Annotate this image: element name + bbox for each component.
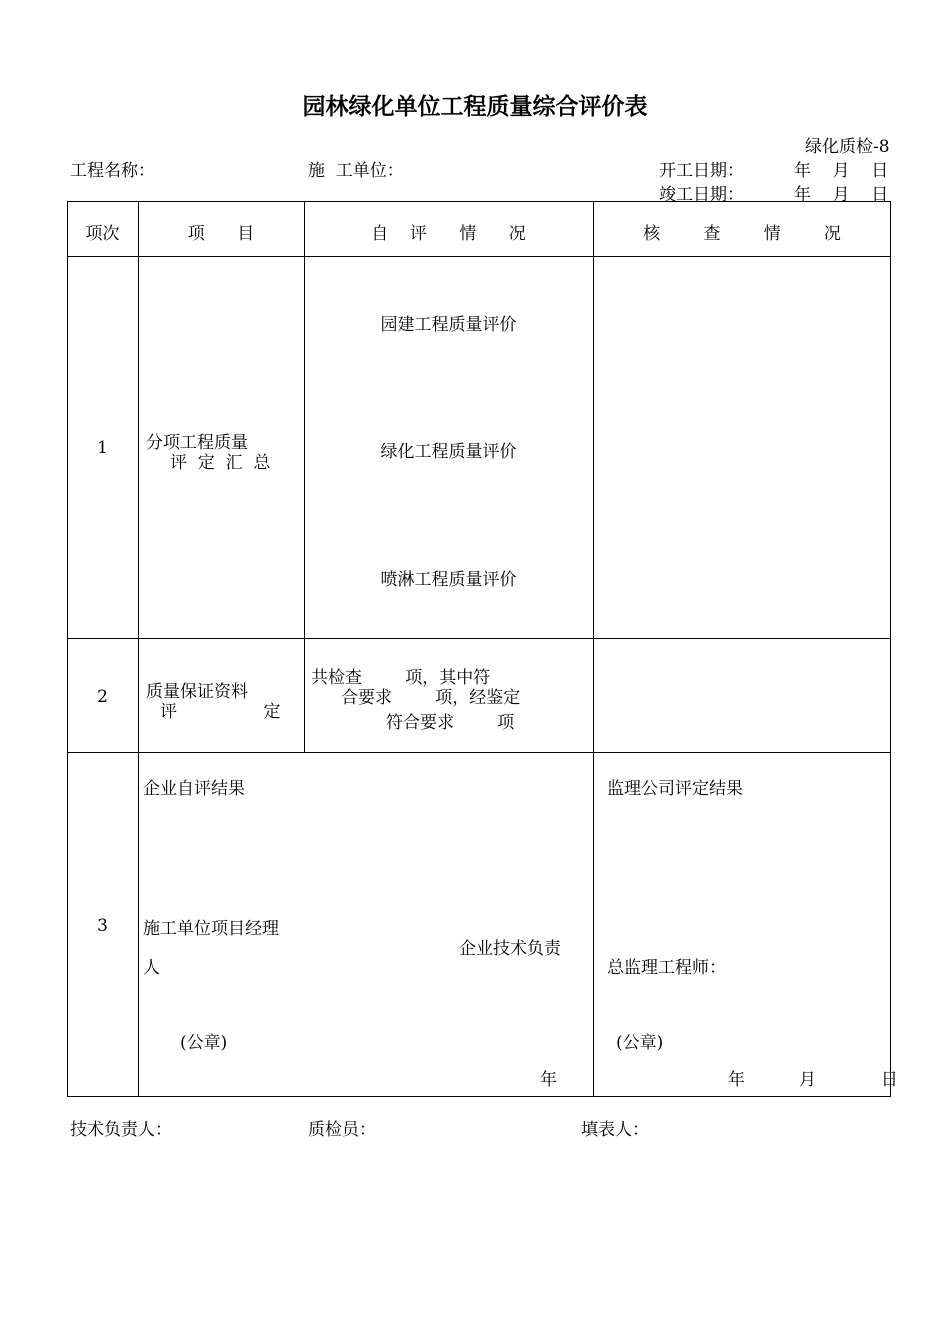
row2-self-eval-line3: 符合要求 项 <box>386 713 515 733</box>
company-result-label: 企业自评结果 <box>143 779 245 799</box>
col-divider-2 <box>304 201 305 752</box>
table-header-divider <box>67 256 891 257</box>
row1-item-line1: 分项工程质量 <box>146 433 248 453</box>
start-date-value: 年 月 日 <box>794 161 889 181</box>
row2-divider <box>67 752 891 753</box>
supervisor-result-label: 监理公司评定结果 <box>607 779 743 799</box>
tech-lead-label: 企业技术负责 <box>459 939 561 959</box>
row3-index: 3 <box>97 916 108 936</box>
col-header-index: 项次 <box>85 224 120 244</box>
supervisor-date: 年 月 日 <box>728 1070 898 1090</box>
start-date-label: 开工日期： <box>659 161 744 181</box>
company-date-year: 年 <box>540 1070 557 1090</box>
col-divider-3 <box>593 201 594 1097</box>
project-name-label: 工程名称： <box>70 161 155 181</box>
row1-eval-greening: 绿化工程质量评价 <box>380 442 517 462</box>
footer-inspector-label: 质检员： <box>308 1120 376 1140</box>
row2-index: 2 <box>97 687 108 707</box>
end-date-label: 竣工日期： <box>659 185 744 205</box>
company-seal: (公章) <box>180 1033 228 1053</box>
pm-label-line2: 人 <box>143 958 160 978</box>
row1-eval-irrigation: 喷淋工程质量评价 <box>380 570 517 590</box>
row1-item-line2: 评 定 汇 总 <box>170 453 271 473</box>
row1-eval-landscape: 园建工程质量评价 <box>380 315 517 335</box>
footer-filler-label: 填表人： <box>581 1120 649 1140</box>
end-date-value: 年 月 日 <box>794 185 889 205</box>
row2-item-line1: 质量保证资料 <box>146 682 248 702</box>
col-header-review: 核 查 情 况 <box>643 224 841 244</box>
form-code: 绿化质检-8 <box>805 137 890 157</box>
row2-self-eval-line1: 共检查 项，其中符 <box>311 668 491 688</box>
page-title: 园林绿化单位工程质量综合评价表 <box>302 94 648 120</box>
supervisor-seal: (公章) <box>616 1033 664 1053</box>
contractor-label: 施 工单位： <box>308 161 404 181</box>
row1-divider <box>67 638 891 639</box>
col-divider-1 <box>138 201 139 1097</box>
row2-self-eval-line2: 合要求 项，经鉴定 <box>341 688 521 708</box>
col-header-item: 项 目 <box>187 224 255 244</box>
pm-label-line1: 施工单位项目经理 <box>143 919 279 939</box>
chief-supervisor-label: 总监理工程师： <box>607 958 726 978</box>
col-header-self-eval: 自 评 情 况 <box>371 224 526 244</box>
footer-tech-lead-label: 技术负责人： <box>70 1120 172 1140</box>
row2-item-line2: 评 定 <box>160 702 281 722</box>
evaluation-table <box>67 201 891 1097</box>
row1-index: 1 <box>97 438 108 458</box>
